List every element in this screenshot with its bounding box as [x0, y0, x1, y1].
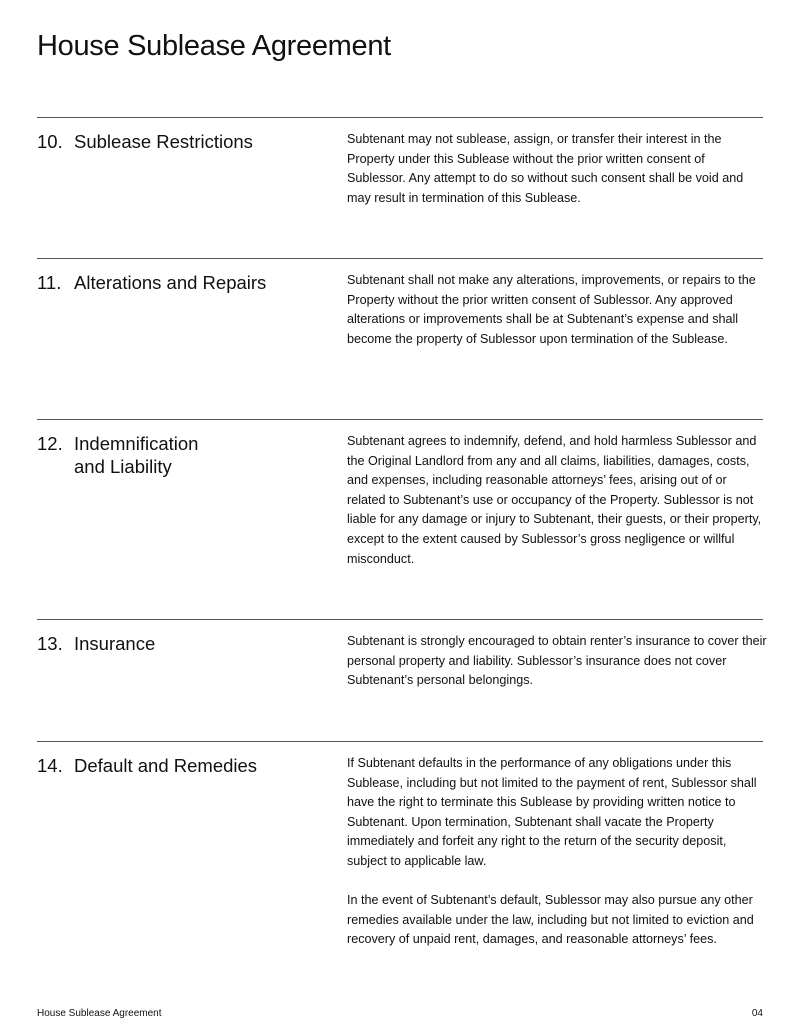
section-title: Sublease Restrictions: [74, 131, 253, 152]
section-divider: [37, 258, 763, 259]
section-paragraph: If Subtenant defaults in the performance of any obligations under this Sublease, including but not limited to the payment of rent, Sublessor shall have the right to terminate this Sublease by providing written notice to Subtenant. Upon termination, Subtenant shall vacate the Property immediately and forfeit any right to the return of the security deposit, subject to applicable law.: [347, 756, 757, 868]
section-divider: [37, 117, 763, 118]
section-divider: [37, 741, 763, 742]
section-insurance: [37, 619, 767, 729]
section-number: 12.: [37, 433, 63, 454]
section-indemnification-and-liability: [37, 419, 763, 609]
section-title: Indemnification and Liability: [74, 433, 199, 477]
section-number: 13.: [37, 633, 63, 654]
section-divider: [37, 419, 763, 420]
section-body: [347, 130, 767, 208]
section-number: 10.: [37, 131, 63, 152]
section-paragraph: Subtenant shall not make any alterations, improvements, or repairs to the Property without the prior written consent of Sublessor. Any approved alterations or improvements shall be at Subtenant’s expense and shall become the property of Sublessor upon termination of the Sublease.: [347, 273, 756, 346]
section-number: 14.: [37, 755, 63, 776]
section-title: Default and Remedies: [74, 755, 258, 776]
section-number: 11.: [37, 272, 62, 293]
section-body: [347, 632, 767, 691]
section-body: [347, 271, 777, 349]
footer-page-number: 04: [751, 1008, 763, 1019]
section-title: Alterations and Repairs: [74, 272, 267, 293]
section-title: Insurance: [74, 633, 156, 654]
section-divider: [37, 619, 763, 620]
section-paragraph: Subtenant is strongly encouraged to obtain renter’s insurance to cover their personal property and liability. Sublessor’s insurance does not cover Subtenant’s personal belongings.: [347, 634, 767, 688]
section-paragraph: Subtenant may not sublease, assign, or transfer their interest in the Property under this Sublease without the prior written consent of Sublessor. Any attempt to do so without such consent shall be void and may result in termination of this Sublease.: [347, 132, 744, 205]
section-paragraph: In the event of Subtenant’s default, Sublessor may also pursue any other remedies available under the law, including but not limited to eviction and recovery of unpaid rent, damages, and reasonable attorneys’ fees.: [347, 893, 754, 947]
section-body: [347, 432, 767, 569]
section-sublease-restrictions: [37, 117, 763, 247]
page-title: House Sublease Agreement: [37, 30, 391, 62]
section-body: [347, 754, 767, 950]
section-paragraph: Subtenant agrees to indemnify, defend, and hold harmless Sublessor and the Original Landlord from any and all claims, liabilities, damages, costs, and expenses, including reasonable attorneys’ fees, arising out of or related to Subtenant’s use or occupancy of the Property. Sublessor is not liable for any damage or injury to Subtenant, their guests, or their property, except to the extent caused by Sublessor’s gross negligence or willful misconduct.: [347, 434, 762, 566]
section-default-and-remedies: [37, 741, 763, 981]
footer-document-title: House Sublease Agreement: [37, 1008, 162, 1019]
section-alterations-and-repairs: [37, 258, 763, 408]
